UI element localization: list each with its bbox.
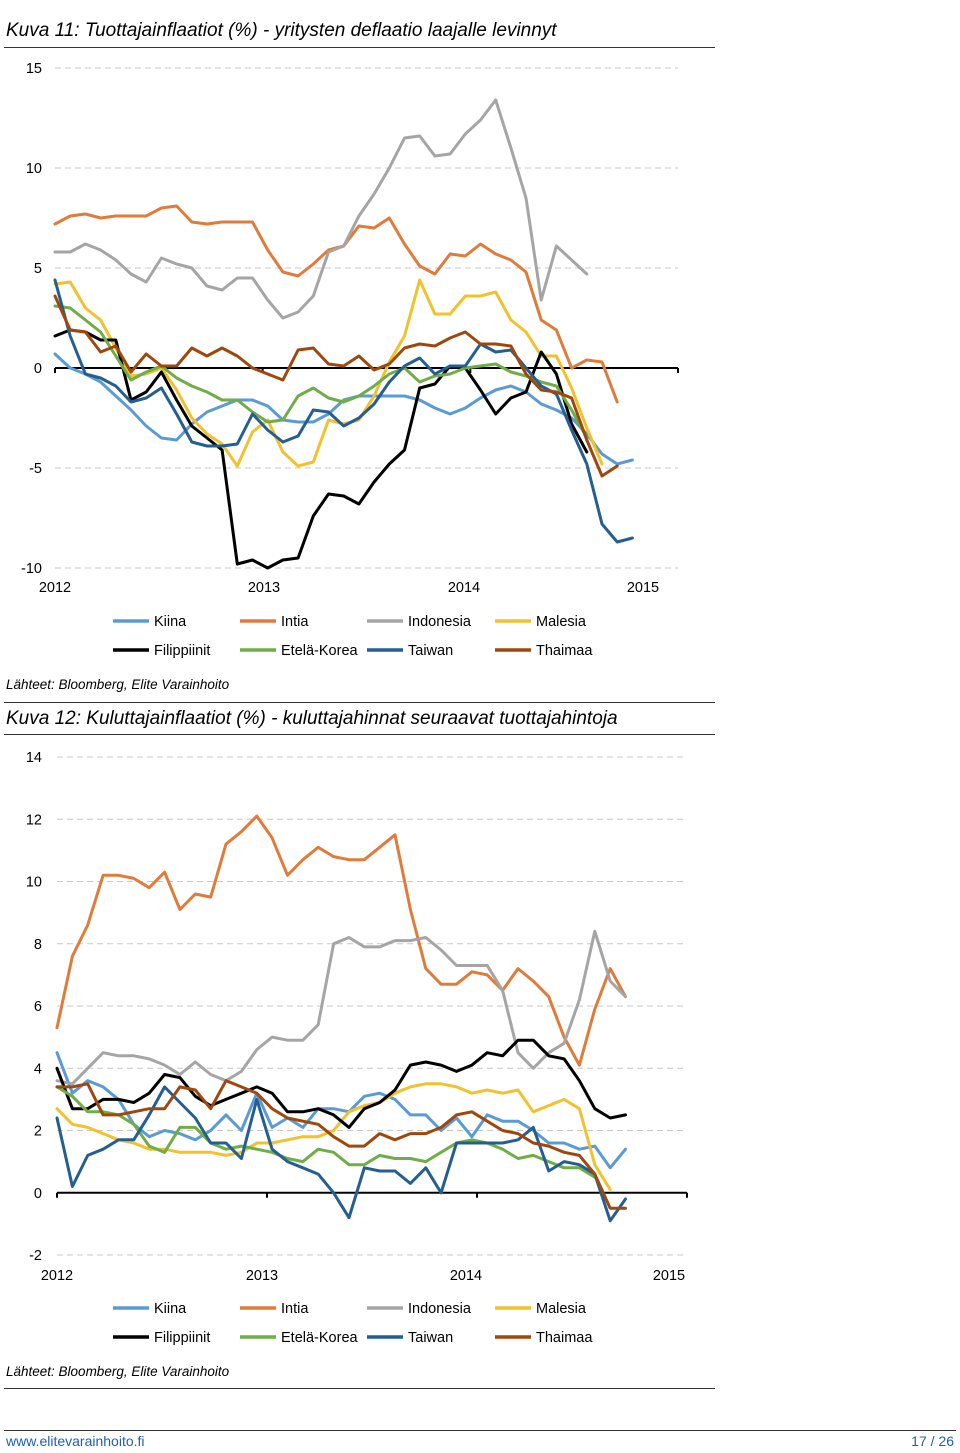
y-tick-label: 14 — [25, 750, 42, 766]
y-tick-label: -10 — [21, 561, 42, 577]
chart2-source: Lähteet: Bloomberg, Elite Varainhoito — [6, 1364, 230, 1379]
legend-label: Thaimaa — [536, 1330, 593, 1346]
x-tick-label: 2015 — [626, 580, 660, 596]
legend-label: Thaimaa — [536, 643, 593, 659]
y-tick-label: 0 — [33, 1185, 42, 1202]
legend-label: Filippiinit — [154, 1330, 211, 1346]
legend-label: Kiina — [154, 1301, 187, 1317]
legend-label: Filippiinit — [154, 643, 211, 659]
x-tick-label: 2013 — [245, 1268, 279, 1284]
y-tick-label: 8 — [33, 936, 42, 953]
series-line-filippiinit — [57, 1040, 626, 1127]
legend-label: Malesia — [536, 1301, 586, 1317]
x-tick-label: 2015 — [652, 1268, 686, 1284]
legend-label: Taiwan — [408, 643, 454, 659]
series-line-indonesia — [57, 931, 626, 1084]
y-tick-label: 6 — [33, 999, 42, 1015]
chart1-caption: Kuva 11: Tuottajainflaatiot (%) - yritysten deflaatio laajalle levinnyt — [6, 20, 557, 41]
series-line-taiwan — [57, 1087, 626, 1221]
x-tick-label: 2014 — [449, 1268, 483, 1284]
y-tick-label: 15 — [25, 61, 42, 77]
y-tick-label: -5 — [29, 461, 42, 477]
y-tick-label: 10 — [25, 874, 42, 891]
y-tick-label: 5 — [33, 261, 42, 277]
footer-website-link[interactable]: www.elitevarainhoito.fi — [6, 1433, 145, 1449]
legend-label: Indonesia — [408, 614, 471, 630]
chart2-caption: Kuva 12: Kuluttajainflaatiot (%) - kuluttajahinnat seuraavat tuottajahintoja — [6, 708, 618, 729]
footer-rule — [4, 1430, 956, 1431]
y-tick-label: 2 — [33, 1123, 42, 1140]
legend-label: Kiina — [154, 614, 187, 630]
legend-label: Malesia — [536, 614, 586, 630]
y-tick-label: 10 — [25, 161, 42, 177]
footer-page-number: 17 / 26 — [911, 1433, 954, 1449]
chart1-source: Lähteet: Bloomberg, Elite Varainhoito — [6, 677, 230, 692]
legend-label: Etelä-Korea — [281, 1330, 358, 1346]
x-tick-label: 2012 — [38, 580, 72, 596]
y-tick-label: -2 — [29, 1248, 42, 1264]
y-tick-label: 0 — [33, 361, 42, 377]
y-tick-label: 12 — [25, 812, 42, 829]
x-tick-label: 2012 — [40, 1268, 74, 1284]
legend-label: Indonesia — [408, 1301, 471, 1317]
chart2-bottom-rule — [4, 1388, 715, 1389]
x-tick-label: 2013 — [247, 580, 281, 596]
legend-label: Taiwan — [408, 1330, 454, 1346]
legend-label: Etelä-Korea — [281, 643, 358, 659]
series-line-thaimaa — [57, 1081, 626, 1209]
legend-label: Intia — [281, 1301, 309, 1317]
legend-label: Intia — [281, 614, 309, 630]
y-tick-label: 4 — [33, 1061, 42, 1078]
x-tick-label: 2014 — [447, 580, 481, 596]
